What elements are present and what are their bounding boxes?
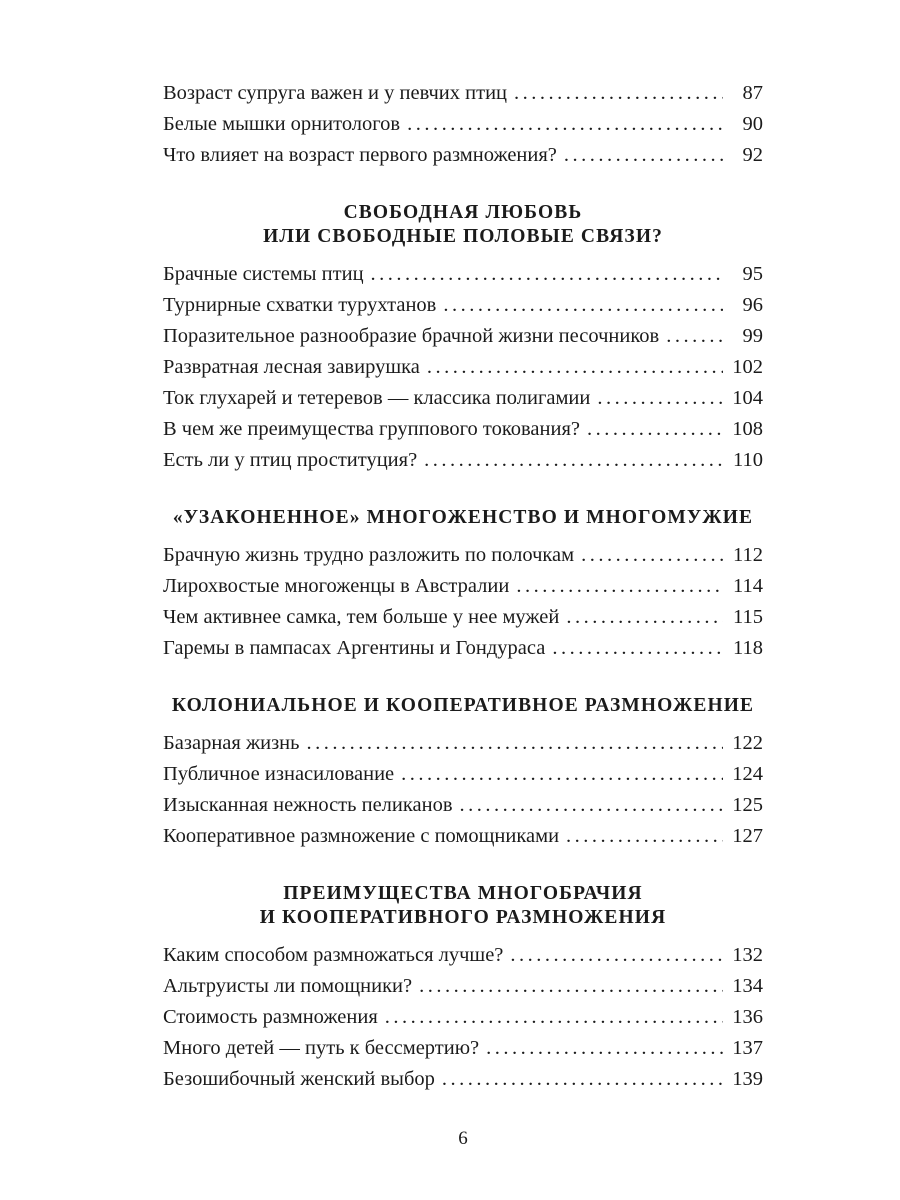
toc-entry [163, 1002, 763, 1033]
section-heading [163, 694, 763, 718]
toc-entry-page: 114 [733, 575, 763, 597]
toc-entry-page: 104 [732, 387, 763, 409]
dot-leader [427, 352, 723, 383]
dot-leader [564, 140, 723, 171]
toc-entry [163, 633, 763, 664]
toc-entry [163, 602, 763, 633]
dot-leader [552, 633, 723, 664]
toc-entry-page: 115 [733, 606, 763, 628]
toc-entry-title: Гаремы в пампасах Аргентины и Гондураса [163, 637, 546, 659]
toc-entry-page: 125 [732, 794, 763, 816]
toc-entry-title: Белые мышки орнитологов [163, 113, 401, 135]
toc-entry-title: Поразительное разнообразие брачной жизни песочников [163, 325, 660, 347]
toc-entry-title: Много детей — путь к бессмертию? [163, 1037, 480, 1059]
toc-entry-title: Есть ли у птиц проституция? [163, 449, 418, 471]
dot-leader [566, 602, 723, 633]
dot-leader [442, 1064, 723, 1095]
dot-leader [401, 759, 723, 790]
dot-leader [581, 540, 723, 571]
toc-section [163, 201, 763, 476]
toc-entry-title: Возраст супруга важен и у певчих птиц [163, 82, 508, 104]
section-heading-line: ПРЕИМУЩЕСТВА МНОГОБРАЧИЯ [283, 883, 643, 904]
toc-entry-title: Чем активнее самка, тем больше у нее мужей [163, 606, 560, 628]
toc-entry [163, 259, 763, 290]
toc-entry [163, 383, 763, 414]
section-heading-line: «УЗАКОНЕННОЕ» МНОГОЖЕНСТВО И МНОГОМУЖИЕ [172, 507, 754, 528]
section-heading-line: КОЛОНИАЛЬНОЕ И КООПЕРАТИВНОЕ РАЗМНОЖЕНИЕ [171, 695, 755, 716]
dot-leader [514, 78, 723, 109]
toc-entry-title: Ток глухарей и тетеревов — классика полигамии [163, 387, 591, 409]
toc-entry-title: Стоимость размножения [163, 1006, 378, 1028]
toc-entry [163, 821, 763, 852]
table-of-contents [163, 78, 763, 1095]
toc-entry-title: Что влияет на возраст первого размножения? [163, 144, 557, 166]
toc-entry-page: 122 [732, 732, 763, 754]
toc-entry [163, 78, 763, 109]
toc-entry [163, 790, 763, 821]
toc-entry-title: Изысканная нежность пеликанов [163, 794, 453, 816]
section-heading-line: СВОБОДНАЯ ЛЮБОВЬ [343, 202, 583, 223]
page-number-folio: 6 [458, 1128, 468, 1149]
dot-leader [460, 790, 723, 821]
toc-entry-page: 110 [733, 449, 763, 471]
toc-entry-title: Брачные системы птиц [163, 263, 364, 285]
toc-section [163, 506, 763, 664]
toc-entry-title: Базарная жизнь [163, 732, 300, 754]
dot-leader [597, 383, 723, 414]
toc-section [163, 694, 763, 852]
dot-leader [371, 259, 723, 290]
dot-leader [307, 728, 724, 759]
toc-entry-page: 95 [742, 263, 763, 285]
dot-leader [419, 971, 723, 1002]
toc-entry-page: 87 [742, 82, 763, 104]
toc-entry-page: 127 [732, 825, 763, 847]
toc-entry-page: 136 [732, 1006, 763, 1028]
toc-entry-title: Безошибочный женский выбор [163, 1068, 435, 1090]
toc-section [163, 882, 763, 1095]
dot-leader [566, 821, 723, 852]
toc-entry-title: Турнирные схватки турухтанов [163, 294, 437, 316]
dot-leader [587, 414, 723, 445]
toc-entry-title: Каким способом размножаться лучше? [163, 944, 504, 966]
toc-entry-page: 102 [732, 356, 763, 378]
toc-entry-title: Лирохвостые многоженцы в Австралии [163, 575, 510, 597]
toc-entry [163, 571, 763, 602]
toc-entry-page: 108 [732, 418, 763, 440]
toc-entry [163, 352, 763, 383]
section-heading-line: ИЛИ СВОБОДНЫЕ ПОЛОВЫЕ СВЯЗИ? [263, 226, 663, 247]
toc-entry-page: 132 [732, 944, 763, 966]
toc-entry [163, 321, 763, 352]
dot-leader [666, 321, 723, 352]
dot-leader [443, 290, 723, 321]
dot-leader [424, 445, 723, 476]
toc-entry [163, 540, 763, 571]
toc-entry [163, 109, 763, 140]
section-heading [163, 506, 763, 530]
toc-entry [163, 445, 763, 476]
toc-entry [163, 1064, 763, 1095]
dot-leader [486, 1033, 723, 1064]
toc-entry-page: 90 [742, 113, 763, 135]
toc-entry-title: Кооперативное размножение с помощниками [163, 825, 560, 847]
dot-leader [407, 109, 723, 140]
toc-entry-page: 134 [732, 975, 763, 997]
toc-entry [163, 140, 763, 171]
section-heading-line: И КООПЕРАТИВНОГО РАЗМНОЖЕНИЯ [259, 907, 667, 928]
dot-leader [516, 571, 723, 602]
section-heading [163, 201, 763, 249]
toc-entry-title: Развратная лесная завирушка [163, 356, 420, 378]
section-heading [163, 882, 763, 930]
toc-entry-title: В чем же преимущества группового токования? [163, 418, 580, 440]
dot-leader [510, 940, 723, 971]
toc-section [163, 78, 763, 171]
toc-entry [163, 971, 763, 1002]
toc-entry-page: 124 [732, 763, 763, 785]
toc-entry [163, 1033, 763, 1064]
toc-entry [163, 290, 763, 321]
toc-entry-page: 96 [742, 294, 763, 316]
toc-entry-title: Публичное изнасилование [163, 763, 395, 785]
toc-entry [163, 940, 763, 971]
toc-entry-page: 99 [742, 325, 763, 347]
toc-entry-page: 118 [733, 637, 763, 659]
dot-leader [385, 1002, 723, 1033]
toc-entry-page: 112 [733, 544, 763, 566]
toc-entry [163, 728, 763, 759]
toc-entry-page: 92 [742, 144, 763, 166]
toc-entry-page: 139 [732, 1068, 763, 1090]
toc-entry-title: Брачную жизнь трудно разложить по полочкам [163, 544, 575, 566]
toc-entry-title: Альтруисты ли помощники? [163, 975, 413, 997]
toc-entry-page: 137 [732, 1037, 763, 1059]
toc-entry [163, 759, 763, 790]
toc-entry [163, 414, 763, 445]
